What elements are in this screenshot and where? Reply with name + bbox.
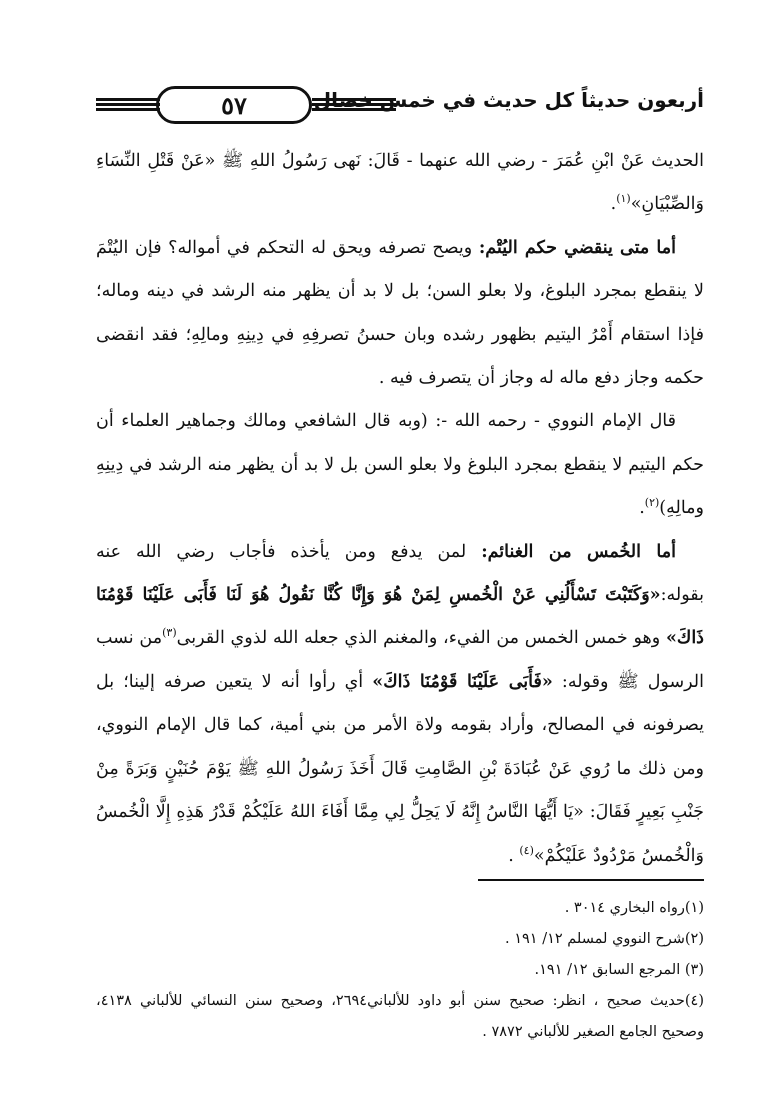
footnote-separator	[478, 879, 704, 881]
footnote-ref: (٤)	[519, 843, 534, 857]
paragraph-4: أما الخُمس من الغنائم: لمن يدفع ومن يأخذه فأجاب رضي الله عنه بقوله:«وَكَتَبْتَ تَسْأَلُنِي عَنْ الْخُمسِ لِمَنْ هُوَ وَإِنَّا كُنَّا نَقُولُ هُوَ لَنَا فَأَبَى عَلَيْنَا قَوْمُنَا ذَاكَ» وهو خمس الخمس من الفيء، والمغنم الذي جعله الله لذوي القربى$^{(٣)}$من نسب الرسول ﷺ وقوله: «فَأَبَى عَلَيْنَا قَوْمُنَا ذَاكَ» أي رأوا أنه لا يتعين صرفه إلينا؛ بل يصرفونه في المصالح، وأراد بقومه ولاة الأمر من بني أمية، كما قال الإمام النووي، ومن ذلك ما رُوي عَنْ عُبَادَةَ بْنِ الصَّامِتِ قَالَ أَخَذَ رَسُولُ اللهِ ﷺ يَوْمَ حُنَيْنٍ وَبَرَةً مِنْ جَنْبِ بَعِيرٍ فَقَالَ: «يَا أَيُّهَا النَّاسُ إِنَّهُ لَا يَحِلُّ لِي مِمَّا أَفَاءَ اللهُ عَلَيْكُمْ قَدْرُ هَذِهِ إِلَّا الْخُمسُ وَالْخُمسُ مَرْدُودٌ عَلَيْكُمْ»$^{(٤)}$ .	[96, 541, 704, 866]
paragraph-lead: أما الخُمس من الغنائم:	[481, 541, 676, 562]
footnote-ref: (٢)	[644, 496, 660, 510]
main-text	[96, 140, 704, 878]
header-rule-left	[96, 98, 160, 112]
hadith-quote: «وَكَتَبْتَ تَسْأَلُنِي عَنْ الْخُمسِ لِمَنْ هُوَ وَإِنَّا كُنَّا نَقُولُ هُوَ لَنَا فَأَبَى عَلَيْنَا قَوْمُنَا ذَاكَ»	[96, 585, 704, 649]
running-title: أربعون حديثاً كل حديث في خمس خصال	[313, 88, 704, 112]
footnote-ref: (١)	[616, 192, 631, 206]
hadith-quote: «يَا أَيُّهَا النَّاسُ إِنَّهُ لَا يَحِلُّ لِي مِمَّا أَفَاءَ اللهُ عَلَيْكُمْ قَدْرُ هَذِهِ إِلَّا الْخُمسُ وَالْخُمسُ مَرْدُودٌ عَلَيْكُمْ»	[96, 802, 704, 866]
page-number: ٥٧	[156, 86, 312, 124]
paragraph-1: الحديث عَنْ ابْنِ عُمَرَ - رضي الله عنهما - قَالَ: نَهى رَسُولُ اللهِ ﷺ «عَنْ قَتْلِ النِّسَاءِ وَالصِّبْيَانِ»$^{(١)}$.	[96, 151, 704, 215]
paragraph-2: أما متى ينقضي حكم اليُتْم: ويصح تصرفه ويحق له التحكم في أمواله؟ فإن اليُتْمَ لا ينقطع بمجرد البلوغ، ولا بعلو السن؛ بل لا بد أن يظهر منه الرشد في دينه وماله؛ فإذا استقام أَمْرُ اليتيم بظهور رشده وبان حسنُ تصرفِهِ في دِينِهِ ومالِهِ؛ فقد انقضى حكمه وجاز دفع ماله له وجاز أن يتصرف فيه .	[96, 237, 704, 389]
footnote-item: (٤)حديث صحيح ، انظر: صحيح سنن أبو داود للألباني٢٦٩٤، وصحيح سنن النسائي للألباني ٤١٣٨، وصحيح الجامع الصغير للألباني ٧٨٧٢ .	[96, 993, 704, 1040]
hadith-quote: «فَأَبَى عَلَيْنَا قَوْمُنَا ذَاكَ»	[372, 671, 553, 692]
page-header	[96, 86, 704, 126]
footnote-item: (٣) المرجع السابق ١٢/ ١٩١.	[534, 962, 704, 978]
footnote-ref: (٣)	[162, 626, 177, 640]
footnote-item: (٢)شرح النووي لمسلم ١٢/ ١٩١ .	[505, 931, 704, 947]
paragraph-lead: أما متى ينقضي حكم اليُتْم:	[478, 237, 676, 258]
footnote-item: (١)رواه البخاري ٣٠١٤ .	[564, 900, 704, 916]
paragraph-3: قال الإمام النووي - رحمه الله -: (وبه قال الشافعي ومالك وجماهير العلماء أن حكم اليتيم لا ينقطع بمجرد البلوغ ولا بعلو السن بل لا بد أن يظهر منه الرشد في دِينِهِ ومالِهِ)$^{(٢)}$.	[96, 411, 704, 519]
footnotes	[96, 893, 704, 1048]
